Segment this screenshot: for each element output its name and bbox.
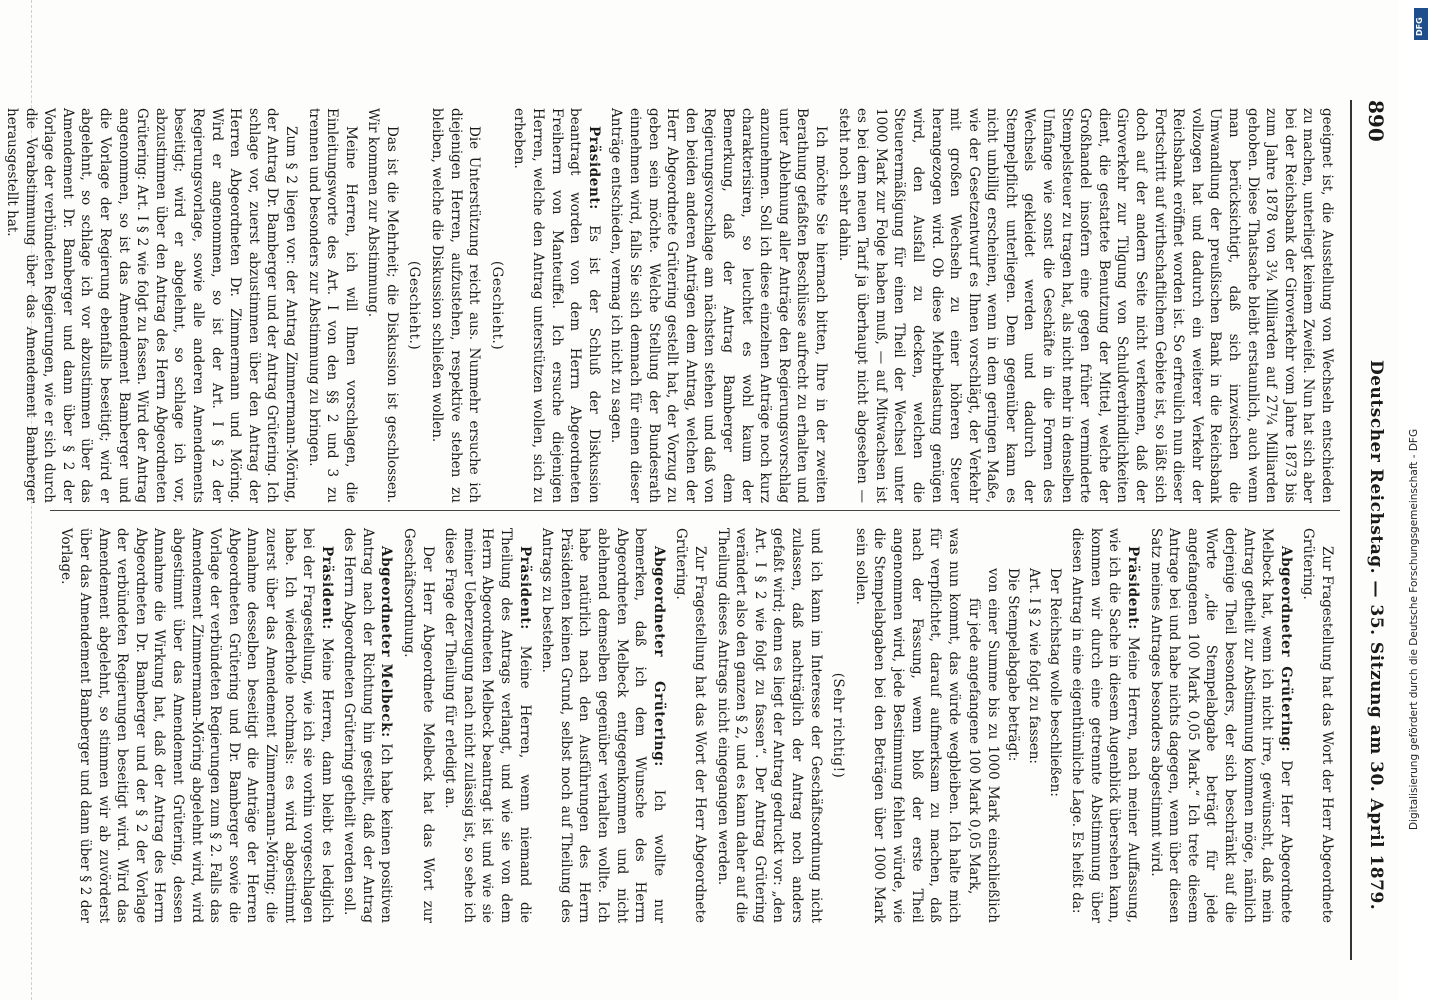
paragraph: Zur Fragestellung hat das Wort der Herr Abgeordnete Grütering. [673,528,708,923]
speech [57,528,336,923]
speech-text: Meine Herren, wenn niemand die Theilung des Antrags verlangt, und wie sie von dem Herrn Abgeordneten Melbeck beantragt ist und wie sie meiner Ueberzeugung nach nicht zulässig ist, so sehe ich diese Frage der Theilung für erledigt an. [442,528,533,923]
running-head: Deutscher Reichstag. — 35. Sitzung am 30. April 1879. [1366,360,1386,911]
speech [1068,528,1142,923]
speech [1146,528,1295,923]
speech-text: Meine Herren, dann bleibt es lediglich bei der Fragestellung, wie ich sie vorhin vorgeschlagen habe. Ich wiederhole nochmals: es wird abgestimmt zuerst über das Amendement Zimmermann-Möring; die Annahme desselben beseitigt die Anträge der Herren Abgeordneten Grütering und Dr. Bamberger sowie die Vorlage der verbündeten Regierungen zum § 2. Falls das Amendement Zimmermann-Möring abgelehnt wird, wird abgestimmt über das Amendement Grütering, dessen Annahme die Wirkung hat, daß der Antrag des Herrn Abgeordneten Dr. Bamberger und der § 2 der Vorlage der verbündeten Regierungen beseitigt wird. Wird das Amendement abgelehnt, so stimmen wir ab zuvörderst über das Amendement Bamberger und dann über § 2 der Vorlage. [58,528,335,923]
page-number: 890 [1364,100,1388,142]
speaker-name: Präsident: [585,126,602,210]
paragraph: Meine Herren, ich will Ihnen vorschlagen, die Einleitungsworte des Art. I von den §§ 2 und 3 zu trennen und besonders zur Abstimmung zu bringen. [305,108,359,503]
paragraph: Zum § 2 liegen vor: der Antrag Zimmermann-Möring, der Antrag Dr. Bamberger und der Antrag Grütering. Ich schlage vor, zuerst abzustimmen über den Antrag der Herren Abgeordneten Dr. Zimmermann und Möring. Wird er angenommen, so ist der Art. I § 2 der Regierungsvorlage, sowie alle anderen Amendements beseitigt; wird er abgelehnt, so schlage ich vor, abzustimmen über den Antrag des Herrn Abgeordneten Grütering: Art. I § 2 wie folgt zu fassen. Wird der Antrag angenommen, so ist das Amendement Bamberger und die Vorlage der Regierung ebenfalls beseitigt; wird er abgelehnt, so schlage ich vor abzustimmen über das Amendement Dr. Bamberger und dann über § 2 der Vorlage der verbündeten Regierungen, wie er sich durch die Vorabstimmung über das Amendement Bamberger herausgestellt hat. [4,108,299,503]
quoted-motion: Art. I § 2 wie folgt zu fassen: [1026,568,1043,764]
header-rule [1350,100,1352,960]
left-column [0,108,1336,503]
speech [510,108,603,503]
funding-attribution: Digitalisierung gefördert durch die Deutsche Forschungsgemeinschaft - DFG [1408,428,1420,830]
column-divider [50,510,1340,511]
paragraph: Zur Fragestellung hat das Wort der Herr Abgeordnete Grütering. [1300,528,1335,923]
speech-text: Ich habe keinen positiven Antrag nach der Richtung hin gestellt, daß der Antrag des Herrn Abgeordneten Grütering getheilt werden soll. [341,528,395,924]
paragraph: geeignet ist, die Ausstellung von Wechseln entschieden zu machen, unterliegt keinem Zweifel. Nun hat sich aber bei der Reichsbank der Giroverkehr vom Jahre 1873 bis zum Jahre 1878 von 3¼ Milliarden auf 27¼ Milliarden gehoben. Diese Thatsache bleibt erstaunlich, auch wenn man berücksichtigt, daß sich inzwischen die Umwandlung der preußischen Bank in die Reichsbank vollzogen hat und dadurch ein weiterer Verkehr der Reichsbank eröffnet worden ist. So erfreulich nun dieser Fortschritt auf wirthschaftlichem Gebiete ist, so läßt sich doch auf der andern Seite nicht verkennen, daß der Giroverkehr zur Tilgung von Schuldverbindlichkeiten dient, die gestattete Benutzung der Mittel, welche der Großhandel insofern eine gegen früher verminderte Stempelsteuer zu tragen hat, als nicht mehr in denselben Umfange wie sonst die Geschäfte in die Formen des Wechsels gekleidet werden und dadurch der Stempelpflicht unterliegen. Dem gegenüber kann es nicht unbillig erscheinen, wenn in dem geringen Maße, wie der Gesetzentwurf es Ihnen vorschlägt, der Verkehr mit großen Wechseln zu einer höheren Steuer herangezogen wird. Ob diese Mehrbelastung genügen wird, den Ausfall zu decken, welchen die Steuerermäßigung für einen Theil der Wechsel unter 1000 Mark zur Folge haben muß, — auf Mitwachsen ist es bei dem neuen Tarif ja überhaupt nicht abgesehen — steht noch sehr dahin. [835,108,1335,503]
speech [441,528,534,923]
paragraph: Die Unterstützung reicht aus. Nunmehr ersuche ich diejenigen Herren, aufzustehen, respektive stehen zu bleiben, welche die Diskussion schließen wollen. [429,108,483,503]
speaker-name: Präsident: [318,546,335,630]
paragraph: Das ist die Mehrheit; die Diskussion ist geschlossen. Wir kommen zur Abstimmung. [365,108,400,503]
speaker-name: Abgeordneter Grütering: [1277,546,1294,753]
speech-text: Meine Herren, nach meiner Auffassung, wie ich die Sache in diesem Augenblick übersehen kann, kommen wir durch eine getrennte Abstimmung über diesen Antrag in eine eigenthümliche Lage. Es heißt da: [1069,528,1142,923]
speech-text: Ich wollte nur bemerken, daß ich dem Wunsche des Herrn Abgeordneten Melbeck entgegenkommen und nicht ablehnend demselben gegenüber verhalten wollte. Ich habe natürlich nach den Ausführungen des Herrn Präsidenten keinen Grund, selbst noch auf Theilung des Antrags zu bestehen. [539,528,667,923]
paragraph: Ich möchte Sie hiernach bitten, Ihre in der zweiten Berathung gefaßten Beschlüsse aufrecht zu erhalten und unter Ablehnung aller Anträge den Regierungsvorschlag anzunehmen. Soll ich diese einzelnen Anträge noch kurz charakterisiren, so leuchtet es wohl kaum der Bemerkung, daß der Antrag Bamberger dem Regierungsvorschlage am nächsten stehen und daß von den beiden anderen Anträgen dem Antrag, welchen der Herr Abgeordnete Grütering gestellt hat, der Vorzug zu geben sein möchte. Welche Stellung der Bundesrath einnehmen wird, falls Sie sich demnach für einen dieser Anträge entschieden, vermag ich nicht zu sagen. [608,108,829,503]
paragraph: was nun kommt, das würde wegbleiben. Ich halte mich für verpflichtet, darauf aufmerksam zu machen, daß nach der Fassung, wenn bloß der erste Theil angenommen wird, jede Bestimmung fehlen würde, wie die Stempelabgaben bei den Beträgen über 1000 Mark sein sollen. [852,528,962,923]
quoted-motion: Die Stempelabgabe beträgt: [1005,568,1022,762]
speech [538,528,668,923]
speech-text: Es ist der Schluß der Diskussion beantragt worden von dem Herrn Abgeordneten Freiherrn von Manteuffel. Ich ersuche diejenigen Herren, welche den Antrag unterstützen wollen, sich zu erheben. [511,108,602,503]
right-column [53,528,1336,923]
stage-note: (Sehr richtig!) [830,672,847,779]
speaker-name: Präsident: [1125,546,1142,630]
stage-note: (Geschieht.) [488,260,505,351]
paragraph: Der Herr Abgeordnete Melbeck hat das Wort zur Geschäftsordnung. [401,528,436,923]
stage-note: (Geschieht.) [406,260,423,351]
paragraph: und ich kann im Interesse der Geschäftsordnung nicht zulassen, daß nachträglich der Antrag noch anders gefaßt wird; denn es liegt der Antrag gedruckt vor: „den Art. I § 2 wie folgt zu fassen“. Der Antrag Grütering verändert also den ganzen § 2, und es kann daher auf die Theilung dieses Antrags nicht eingegangen werden. [714,528,824,923]
quoted-motion: Der Reichstag wolle beschließen: [1046,568,1063,797]
speech-text: Der Herr Abgeordnete Melbeck hat, wenn ich nicht irre, gewünscht, daß mein Antrag getheilt zur Abstimmung kommen möge, nämlich derjenige Theil besonders, der sich beschränkt auf die Worte „die Stempelabgabe beträgt für jede angefangenen 100 Mark 0,05 Mark.“ Ich trete diesem Antrage bei und habe nichts dagegen, wenn über diesen Satz meines Antrages besonders abgestimmt wird. [1147,528,1294,923]
page-header [1352,100,1392,960]
dfg-logo-text: DFG [1415,17,1424,36]
speech [340,528,396,923]
quoted-motion: von einer Summe bis zu 1000 Mark einschließlich für jede angefangene 100 Mark 0,05 Mark, [966,568,1001,923]
speaker-name: Abgeordneter Grütering: [650,546,667,767]
dfg-logo-icon [1414,8,1428,40]
speaker-name: Präsident: [516,546,533,630]
speaker-name: Abgeordneter Melbeck: [378,546,395,738]
